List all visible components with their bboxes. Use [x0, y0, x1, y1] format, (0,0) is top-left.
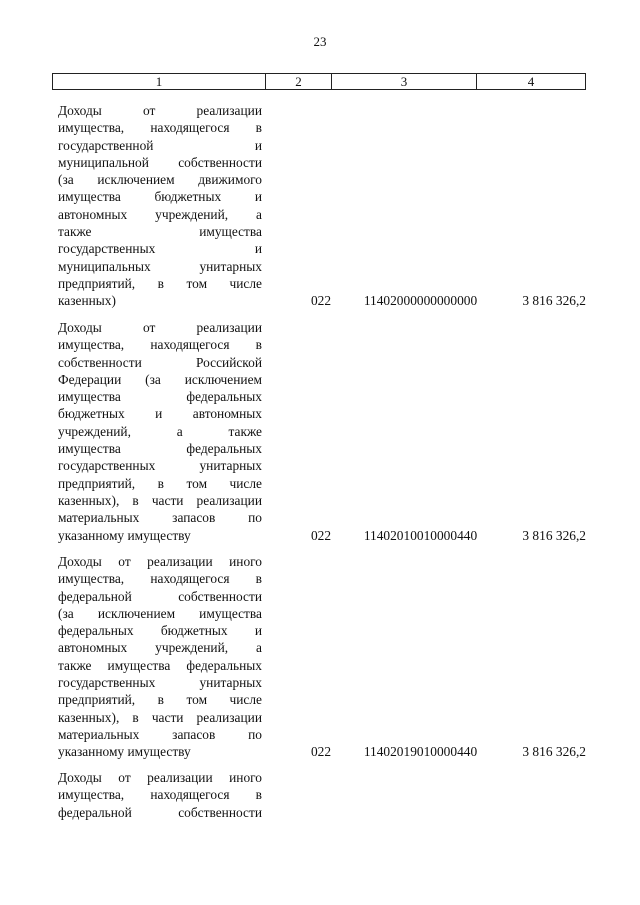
description-line: имущества, находящегося в — [58, 571, 262, 587]
description-line: собственности Российской — [58, 354, 262, 370]
row-code: 022 — [310, 293, 332, 309]
row-kbk: 11402019010000440 — [363, 744, 478, 760]
row-code: 022 — [310, 744, 332, 760]
description-line: Доходы от реализации иного — [58, 770, 262, 785]
row-amount: 3 816 326,2 — [522, 744, 586, 760]
description-line: имущества федеральных — [58, 441, 262, 457]
description-line: учреждений, а также — [58, 423, 262, 439]
description-line: имущества бюджетных и — [58, 189, 262, 205]
description-line: государственных унитарных — [58, 675, 262, 691]
description-line: имущества, находящегося в — [58, 337, 262, 353]
description-line: казенных), в части реализации — [58, 709, 262, 725]
description-line: Доходы от реализации — [58, 320, 262, 335]
table-row — [58, 769, 586, 821]
table-row — [58, 319, 586, 544]
description-line: муниципальных унитарных — [58, 258, 262, 274]
description-line: материальных запасов по — [58, 510, 262, 526]
header-col-4: 4 — [527, 73, 535, 89]
description-line: государственных унитарных — [58, 458, 262, 474]
page-number: 23 — [313, 34, 327, 49]
table-row — [58, 102, 586, 310]
description-line: Доходы от реализации — [58, 103, 262, 118]
row-kbk: 11402000000000000 — [363, 293, 478, 309]
description-line: бюджетных и автономных — [58, 406, 262, 422]
description-line: имущества, находящегося в — [58, 120, 262, 136]
row-description — [58, 319, 262, 544]
description-line: муниципальной собственности — [58, 154, 262, 170]
description-line: (за исключением движимого — [58, 172, 262, 188]
description-line: имущества, находящегося в — [58, 787, 262, 803]
description-line: (за исключением имущества — [58, 605, 262, 621]
description-line: материальных запасов по — [58, 726, 262, 742]
description-line: предприятий, в том числе — [58, 475, 262, 491]
header-col-1: 1 — [53, 74, 266, 89]
description-line: автономных учреждений, а — [58, 640, 262, 656]
row-kbk: 11402010010000440 — [363, 527, 478, 543]
description-line: также имущества — [58, 224, 262, 240]
description-line: также имущества федеральных — [58, 657, 262, 673]
table-header-row — [52, 73, 586, 90]
description-line: имущества федеральных — [58, 389, 262, 405]
description-line: федеральной собственности — [58, 588, 262, 604]
description-line: указанному имуществу — [58, 744, 191, 760]
description-line: Федерации (за исключением — [58, 371, 262, 387]
description-line: предприятий, в том числе — [58, 275, 262, 291]
description-line: федеральных бюджетных и — [58, 623, 262, 639]
table-row — [58, 553, 586, 761]
description-line: государственной и — [58, 137, 262, 153]
row-code: 022 — [310, 527, 332, 543]
header-col-3: 3 — [332, 74, 477, 89]
description-line: предприятий, в том числе — [58, 692, 262, 708]
description-line: автономных учреждений, а — [58, 206, 262, 222]
description-line: государственных и — [58, 241, 262, 257]
description-line: казенных), в части реализации — [58, 492, 262, 508]
description-line: федеральной собственности — [58, 804, 262, 820]
row-amount: 3 816 326,2 — [522, 293, 586, 309]
description-line: казенных) — [58, 293, 116, 309]
header-col-2: 2 — [266, 74, 332, 89]
row-amount: 3 816 326,2 — [522, 527, 586, 543]
description-line: указанному имуществу — [58, 527, 191, 543]
row-description — [58, 102, 262, 310]
description-line: Доходы от реализации иного — [58, 554, 262, 569]
row-description — [58, 769, 262, 821]
row-description — [58, 553, 262, 761]
